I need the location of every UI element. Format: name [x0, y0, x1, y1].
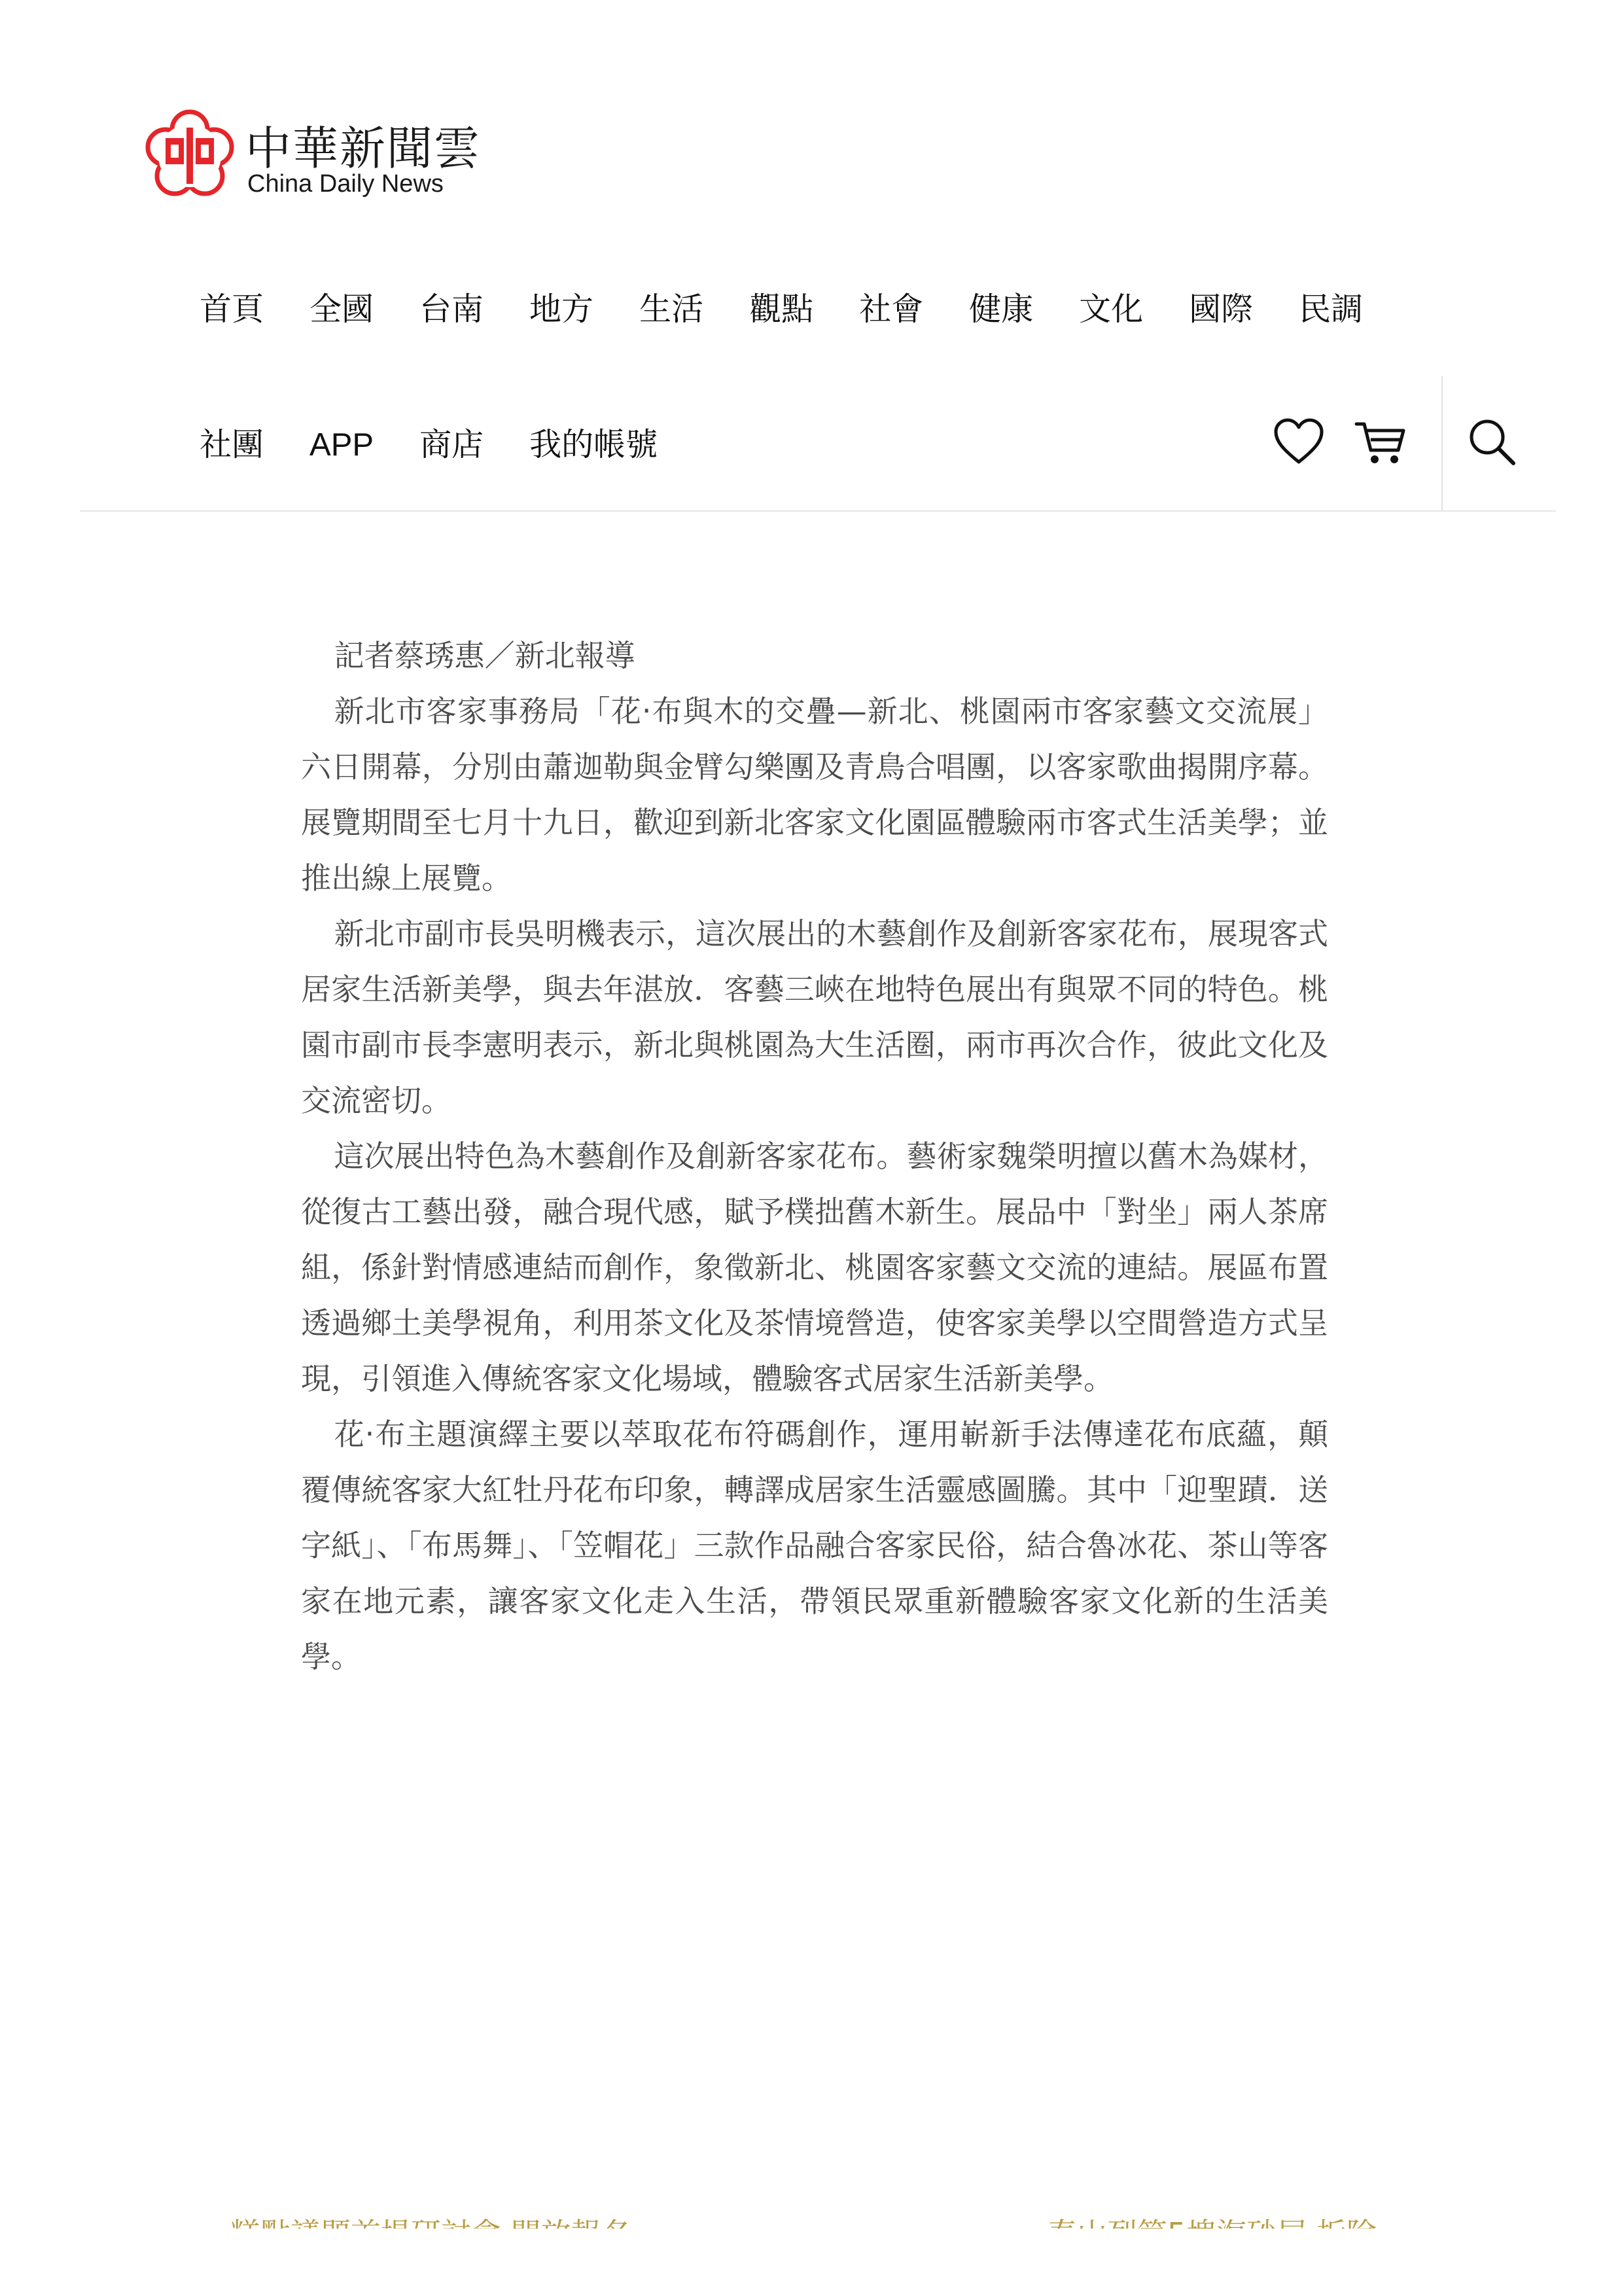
- site-logo[interactable]: [141, 107, 481, 205]
- logo-emblem-icon: [141, 107, 239, 205]
- article-body: [301, 628, 1328, 1685]
- nav-item-app[interactable]: APP: [309, 427, 374, 463]
- nav-item-culture[interactable]: 文化: [1079, 291, 1144, 328]
- main-nav-row-2: [200, 422, 703, 468]
- heart-icon: [1269, 412, 1328, 471]
- nav-item-life[interactable]: 生活: [639, 291, 704, 328]
- header-bottom-border: [80, 510, 1556, 512]
- article-paragraph: 新北市副市長吳明機表示，這次展出的木藝創作及創新客家花布，展現客式居家生活新美學，與去年湛放．客藝三峽在地特色展出有與眾不同的特色。桃園市副市長李憲明表示，新北與桃園為大生活圈，兩市再次合作，彼此文化及交流密切。: [301, 916, 1328, 1118]
- header-divider: [1441, 376, 1443, 510]
- wishlist-button[interactable]: [1269, 412, 1328, 471]
- article-paragraph: 新北市客家事務局「花‧布與木的交疊—新北、桃園兩市客家藝文交流展」六日開幕，分別由蕭迦勒與金臂勾樂團及青鳥合唱團，以客家歌曲揭開序幕。展覽期間至七月十九日，歡迎到新北客家文化園區體驗兩市客式生活美學；並推出線上展覽。: [301, 694, 1328, 896]
- nav-item-community[interactable]: 社團: [200, 426, 264, 463]
- nav-item-tainan[interactable]: 台南: [419, 291, 484, 328]
- nav-item-poll[interactable]: 民調: [1299, 291, 1364, 328]
- nav-item-home[interactable]: 首頁: [200, 291, 264, 328]
- search-icon: [1462, 412, 1521, 471]
- nav-item-society[interactable]: 社會: [859, 291, 924, 328]
- article-paragraph: 花‧布主題演繹主要以萃取花布符碼創作，運用嶄新手法傳達花布底蘊，顛覆傳統客家大紅牡丹花布印象，轉譯成居家生活靈感圖騰。其中「迎聖蹟．送字紙」、「布馬舞」、「笠帽花」三款作品融合客家民俗，結合魯冰花、茶山等客家在地元素，讓客家文化走入生活，帶領民眾重新體驗客家文化新的生活美學。: [301, 1417, 1328, 1674]
- main-nav-row-1: [200, 287, 1409, 332]
- article-byline: 記者蔡琇惠／新北報導: [334, 638, 635, 673]
- cart-icon: [1351, 412, 1410, 471]
- nav-item-opinion[interactable]: 觀點: [749, 291, 814, 328]
- cart-button[interactable]: [1351, 412, 1410, 471]
- nav-item-health[interactable]: 健康: [969, 291, 1034, 328]
- logo-english-name: China Daily News: [247, 170, 444, 198]
- page-bottom-edge: [0, 2229, 1622, 2296]
- nav-item-local[interactable]: 地方: [529, 291, 594, 328]
- nav-item-shop[interactable]: 商店: [419, 426, 484, 463]
- nav-item-international[interactable]: 國際: [1189, 291, 1254, 328]
- article-paragraph: 這次展出特色為木藝創作及創新客家花布。藝術家魏榮明擅以舊木為媒材，從復古工藝出發，融合現代感，賦予樸拙舊木新生。展品中「對坐」兩人茶席組，係針對情感連結而創作，象徵新北、桃園客家藝文交流的連結。展區布置透過鄉土美學視角，利用茶文化及茶情境營造，使客家美學以空間營造方式呈現，引領進入傳統客家文化場域，體驗客式居家生活新美學。: [301, 1139, 1328, 1396]
- logo-chinese-name: 中華新聞雲: [245, 122, 481, 175]
- search-button[interactable]: [1462, 412, 1521, 471]
- nav-item-my-account[interactable]: 我的帳號: [529, 426, 658, 463]
- nav-item-national[interactable]: 全國: [309, 291, 374, 328]
